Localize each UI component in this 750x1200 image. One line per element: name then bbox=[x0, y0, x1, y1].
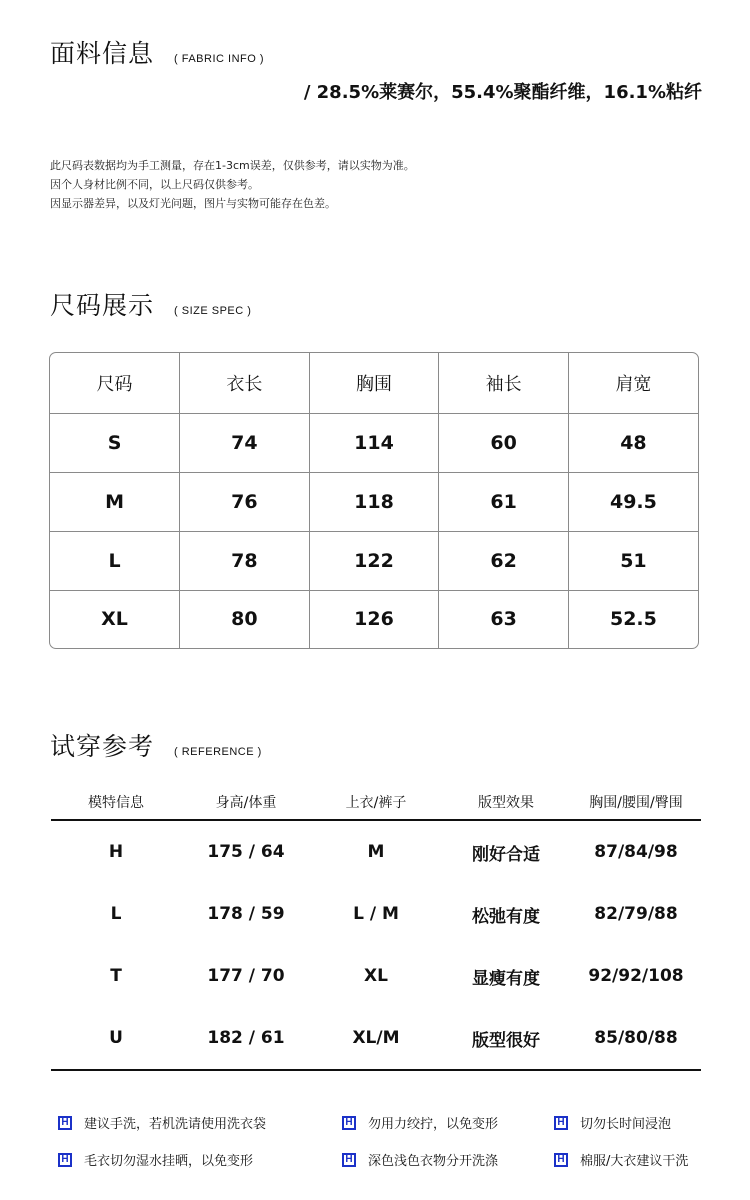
care-item-label: 毛衣切勿湿水挂晒，以免变形 bbox=[84, 1154, 254, 1169]
table-cell: XL bbox=[50, 590, 180, 648]
table-row bbox=[50, 414, 698, 473]
size-spec-table bbox=[49, 352, 699, 649]
table-cell: 92/92/108 bbox=[588, 966, 684, 986]
care-h-icon: H bbox=[342, 1116, 356, 1130]
table-cell: 显瘦有度 bbox=[472, 968, 540, 989]
care-item bbox=[58, 1113, 266, 1132]
reference-heading bbox=[50, 727, 262, 763]
table-header-row bbox=[51, 785, 701, 820]
size-spec-title: 尺码展示 bbox=[50, 291, 155, 320]
reference-table bbox=[51, 785, 701, 1071]
table-cell: 76 bbox=[180, 472, 310, 531]
care-h-icon: H bbox=[342, 1153, 356, 1167]
care-item bbox=[342, 1150, 498, 1169]
table-cell: XL bbox=[364, 966, 388, 986]
table-cell: 114 bbox=[309, 414, 439, 473]
table-cell: XL/M bbox=[311, 1007, 441, 1070]
table-cell: 61 bbox=[439, 472, 569, 531]
table-cell: 74 bbox=[180, 414, 310, 473]
fabric-composition: / 28.5%莱赛尔，55.4%聚酯纤维，16.1%粘纤 bbox=[303, 82, 702, 103]
table-cell: 122 bbox=[309, 531, 439, 590]
table-row bbox=[51, 820, 701, 883]
note-line: 因个人身材比例不同，以上尺码仅供参考。 bbox=[50, 178, 259, 191]
size-spec-heading bbox=[50, 286, 251, 322]
care-item bbox=[554, 1113, 671, 1132]
table-row bbox=[50, 472, 698, 531]
table-cell: 177 / 70 bbox=[207, 966, 285, 986]
table-cell: 118 bbox=[309, 472, 439, 531]
table-cell: L / M bbox=[353, 904, 399, 924]
table-cell: L bbox=[110, 904, 122, 924]
measurement-notes bbox=[50, 156, 415, 213]
care-h-icon: H bbox=[58, 1116, 72, 1130]
column-header: 上衣/裤子 bbox=[311, 785, 441, 820]
table-cell: 62 bbox=[439, 531, 569, 590]
table-cell: 52.5 bbox=[609, 608, 657, 631]
care-item bbox=[58, 1150, 253, 1169]
care-item-label: 棉服/大衣建议干洗 bbox=[580, 1154, 689, 1169]
table-row bbox=[51, 945, 701, 1007]
care-item bbox=[342, 1113, 498, 1132]
note-line: 因显示器差异，以及灯光问题，图片与实物可能存在色差。 bbox=[50, 197, 336, 210]
column-header: 衣长 bbox=[180, 353, 310, 414]
care-item-label: 切勿长时间浸泡 bbox=[580, 1117, 672, 1132]
table-cell: 80 bbox=[180, 590, 310, 648]
fabric-heading bbox=[50, 34, 264, 70]
table-cell: 178 / 59 bbox=[207, 904, 285, 924]
table-cell: S bbox=[50, 414, 180, 473]
table-cell: M bbox=[367, 842, 385, 862]
table-row bbox=[51, 883, 701, 945]
table-cell: 49.5 bbox=[568, 472, 698, 531]
care-item-label: 深色浅色衣物分开洗涤 bbox=[368, 1154, 499, 1169]
fabric-title: 面料信息 bbox=[50, 39, 155, 68]
size-spec-title-en: ( SIZE SPEC ) bbox=[174, 305, 252, 317]
care-item-label: 勿用力绞拧，以免变形 bbox=[368, 1117, 499, 1132]
column-header: 版型效果 bbox=[441, 785, 571, 820]
table-cell: 82/79/88 bbox=[594, 904, 678, 924]
table-cell: 175 / 64 bbox=[207, 842, 285, 862]
table-cell: 刚好合适 bbox=[472, 844, 540, 865]
column-header: 胸围 bbox=[309, 353, 439, 414]
column-header: 袖长 bbox=[439, 353, 569, 414]
care-item bbox=[554, 1150, 688, 1169]
care-h-icon: H bbox=[554, 1116, 568, 1130]
care-item-label: 建议手洗，若机洗请使用洗衣袋 bbox=[84, 1117, 267, 1132]
table-cell: 版型很好 bbox=[441, 1007, 571, 1070]
table-cell: 48 bbox=[568, 414, 698, 473]
column-header: 身高/体重 bbox=[181, 785, 311, 820]
column-header: 模特信息 bbox=[51, 785, 181, 820]
table-cell: 126 bbox=[309, 590, 439, 648]
table-cell: 87/84/98 bbox=[594, 842, 678, 862]
table-cell: 78 bbox=[180, 531, 310, 590]
table-cell: L bbox=[50, 531, 180, 590]
table-cell: M bbox=[50, 472, 180, 531]
table-cell: 松弛有度 bbox=[472, 906, 540, 927]
fabric-title-en: ( FABRIC INFO ) bbox=[174, 53, 265, 65]
table-cell: 85/80/88 bbox=[571, 1007, 701, 1070]
table-cell: 51 bbox=[568, 531, 698, 590]
table-row bbox=[50, 531, 698, 590]
reference-title-en: ( REFERENCE ) bbox=[174, 746, 262, 758]
table-row bbox=[50, 590, 698, 648]
care-h-icon: H bbox=[58, 1153, 72, 1167]
table-cell: 60 bbox=[439, 414, 569, 473]
table-cell: 182 / 61 bbox=[181, 1007, 311, 1070]
note-line: 此尺码表数据均为手工测量，存在1-3cm误差，仅供参考，请以实物为准。 bbox=[50, 159, 415, 172]
table-cell: T bbox=[110, 966, 122, 986]
reference-title: 试穿参考 bbox=[50, 732, 155, 761]
table-cell: 63 bbox=[439, 590, 569, 648]
column-header: 尺码 bbox=[50, 353, 180, 414]
column-header: 胸围/腰围/臀围 bbox=[571, 785, 701, 820]
table-header-row bbox=[50, 353, 698, 414]
table-cell: U bbox=[51, 1007, 181, 1070]
care-h-icon: H bbox=[554, 1153, 568, 1167]
table-row bbox=[51, 1007, 701, 1070]
table-cell: H bbox=[108, 842, 124, 862]
column-header: 肩宽 bbox=[568, 353, 698, 414]
